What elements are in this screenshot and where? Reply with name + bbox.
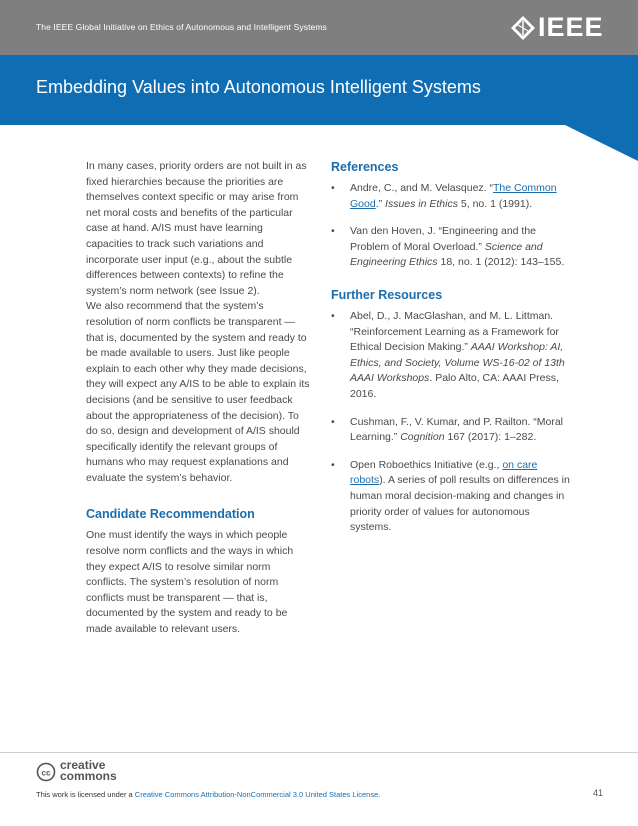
list-item xyxy=(331,224,571,271)
reference-text: 18, no. 1 (2012): 143–155. xyxy=(437,256,565,269)
list-item xyxy=(331,458,571,536)
page-number: 41 xyxy=(593,788,604,798)
license-line xyxy=(36,790,380,799)
corner-accent xyxy=(565,125,638,161)
cc-wordmark xyxy=(60,760,117,782)
bullet: • xyxy=(331,182,335,194)
license-link[interactable]: Creative Commons Attribution-NonCommercial 3.0 United States License. xyxy=(134,790,381,799)
top-header-bar xyxy=(0,0,638,55)
references-list xyxy=(331,181,571,271)
list-item xyxy=(331,181,571,212)
reference-text: 5, no. 1 (1991). xyxy=(457,197,533,210)
initiative-title: The IEEE Global Initiative on Ethics of Autonomous and Intelligent Systems xyxy=(36,22,327,32)
resource-text: Abel, D., J. MacGlashan, and M. L. Littman. “Reinforcement Learning as a Framework for Ethical Decision Making.” xyxy=(350,309,559,354)
cc-line-2: commons xyxy=(60,769,117,783)
bullet: • xyxy=(331,415,335,428)
bullet: • xyxy=(331,309,335,322)
resource-text: Cushman, F., V. Kumar, and P. Railton. “Moral Learning.” xyxy=(350,415,564,444)
license-text: This work is licensed under a xyxy=(36,790,135,799)
svg-text:cc: cc xyxy=(41,768,51,778)
references-heading: References xyxy=(331,160,399,174)
the-common-good-link[interactable]: The Common Good xyxy=(350,182,557,210)
bullet: • xyxy=(331,225,335,238)
reference-source: Science and Engineering Ethics xyxy=(350,240,543,269)
creative-commons-icon xyxy=(36,762,56,782)
candidate-recommendation-heading: Candidate Recommendation xyxy=(86,507,255,522)
ieee-wordmark: IEEE xyxy=(538,12,604,42)
ieee-diamond-icon xyxy=(510,15,536,41)
footer-divider xyxy=(0,752,638,753)
resource-source: Cognition xyxy=(400,431,445,444)
body-paragraph-1: In many cases, priority orders are not built in as fixed hierarchies because the priorities are themselves context specific or may arise from net moral costs and benefits of the particular case at hand. A/IS must have learning capacities to track such variations and incorporate user input (e.g., about the subtle differences between contexts) to refine the system’s norm network (see Issue 2). xyxy=(86,160,307,297)
on-care-robots-link[interactable]: on care robots xyxy=(350,458,538,487)
further-resources-list xyxy=(331,309,571,536)
resource-text: ). A series of poll results on differences in human moral decision-making and changes in priority order of values for autonomous systems. xyxy=(350,474,570,534)
resource-text: Open Roboethics Initiative (e.g., xyxy=(350,458,503,471)
body-paragraph-2: We also recommend that the system’s resolution of norm conflicts be transparent — that is, documented by the system and ready to be made available to users. Just like people explain to each other why they made decisions, they will expect any A/IS to be able to explain its decisions (and be sensitive to user feedback about the appropriateness of the decision). To do so, design and development of A/IS should specifically identify the relevant groups of humans who may request explanations and evaluate the system’s behavior. xyxy=(86,300,310,484)
page-title: Embedding Values into Autonomous Intelligent Systems xyxy=(36,77,481,97)
reference-source: Issues in Ethics xyxy=(385,197,458,210)
list-item xyxy=(331,415,571,446)
right-column xyxy=(331,159,571,548)
reference-text: Van den Hoven, J. “Engineering and the Problem of Moral Overload.” xyxy=(350,225,537,253)
resource-text: 167 (2017): 1–282. xyxy=(444,431,537,444)
reference-text: .” xyxy=(375,197,386,210)
resource-source: AAAI Workshop: AI, Ethics, and Society, Volume WS-16-02 of 13th AAAI Workshops xyxy=(350,341,565,385)
cc-line-1: creative xyxy=(60,758,106,772)
resource-text: . Palo Alto, CA: AAAI Press, 2016. xyxy=(350,372,559,400)
ieee-logo xyxy=(510,12,608,44)
creative-commons-logo xyxy=(36,760,136,784)
title-banner xyxy=(0,55,638,125)
left-column xyxy=(86,159,312,638)
reference-text: Andre, C., and M. Velasquez. “ xyxy=(350,182,493,194)
further-resources-heading: Further Resources xyxy=(331,287,443,302)
list-item xyxy=(331,309,571,403)
candidate-recommendation-text: One must identify the ways in which people resolve norm conflicts and the ways in which they expect A/IS to resolve similar norm conflicts. The system’s resolution of norm conflicts must be transparent — that is, documented by the system and ready to be made available to relevant users. xyxy=(86,529,294,636)
bullet: • xyxy=(331,458,335,471)
